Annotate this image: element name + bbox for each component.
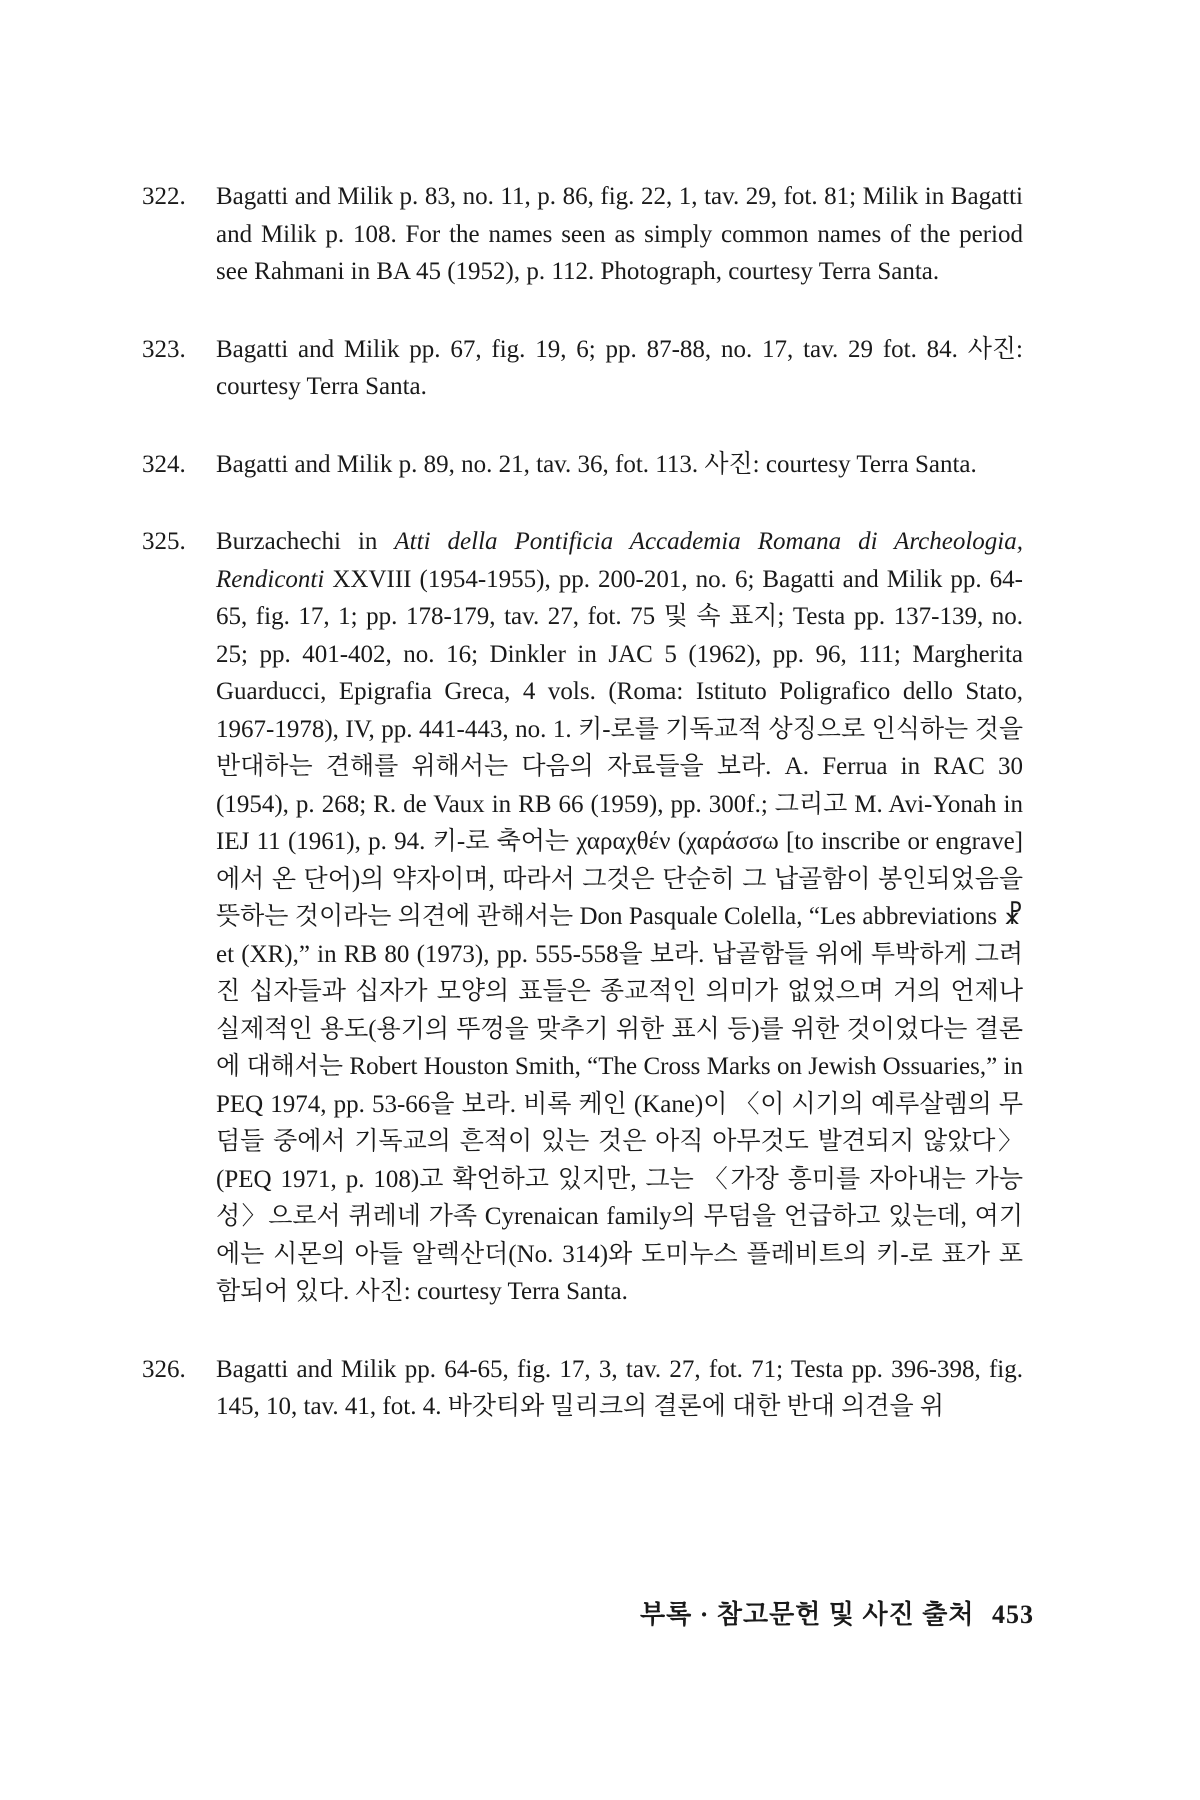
footnote-324: [142, 446, 1023, 484]
footnote-text: Bagatti and Milik p. 83, no. 11, p. 86, fig. 22, 1, tav. 29, fot. 81; Milik in Bagatti and Milik p. 108. For the names seen as simply common names of the period see Rahmani in BA 45 (1952), p. 112. Photograph, courtesy Terra Santa.: [216, 183, 1023, 285]
page-number: 453: [991, 1600, 1034, 1629]
footnote-text: Bagatti and Milik p. 89, no. 21, tav. 36, fot. 113. 사진: courtesy Terra Santa.: [216, 450, 977, 478]
footnotes-list: [142, 178, 1024, 1466]
footnote-lead: Burzachechi in: [216, 528, 395, 555]
footer-section-title: 부록 · 참고문헌 및 사진 출처: [640, 1600, 975, 1629]
footnote-325: [142, 523, 1024, 1311]
footnote-journal-title: Atti della Pontificia Accademia Romana di Archeologia, Rendiconti: [216, 528, 1024, 593]
footnote-number: 324.: [142, 450, 186, 478]
footnote-number: 323.: [142, 335, 186, 363]
footnote-323: [142, 331, 1023, 406]
footnote-text: Bagatti and Milik pp. 64-65, fig. 17, 3, tav. 27, fot. 71; Testa pp. 396-398, fig. 145, 10, tav. 41, fot. 4. 바갓티와 밀리크의 결론에 대한 반대 의견을 위: [216, 1355, 1023, 1420]
footnote-322: [142, 178, 1023, 291]
footnote-text: Bagatti and Milik pp. 67, fig. 19, 6; pp. 87-88, no. 17, tav. 29 fot. 84. 사진: courtesy Terra Santa.: [216, 335, 1023, 400]
footnote-number: 322.: [142, 183, 186, 210]
footnote-number: 326.: [142, 1355, 186, 1383]
footnote-text: XXVIII (1954-1955), pp. 200-201, no. 6; Bagatti and Milik pp. 64-65, fig. 17, 1; pp. 178-179, tav. 27, fot. 75 및 속 표지; Testa pp. 137-139, no. 25; pp. 401-402, no. 16; Dinkler in JAC 5 (1962), pp. 96, 111; Margherita Guarducci, Epigrafia Greca, 4 vols. (Roma: Istituto Poligrafico dello Stato, 1967-1978), IV, pp. 441-443, no. 1. 키-로를 기독교적 상징으로 인식하는 것을 반대하는 견해를 위해서는 다음의 자료들을 보라. A. Ferrua in RAC 30 (1954), p. 268; R. de Vaux in RB 66 (1959), pp. 300f.; 그리고 M. Avi-Yonah in IEJ 11 (1961), p. 94. 키-로 축어는 χαραχθέν (χαράσσω [to inscribe or engrave]에서 온 단어)의 약자이며, 따라서 그것은 단순히 그 납골함이 봉인되었음을 뜻하는 것이라는 의견에 관해서는 Don Pasquale Colella, “Les abbreviations ☧ et (XR),” in RB 80 (1973), pp. 555-558을 보라. 납골함들 위에 투박하게 그려진 십자들과 십자가 모양의 표들은 종교적인 의미가 없었으며 거의 언제나 실제적인 용도(용기의 뚜껑을 맞추기 위한 표시 등)를 위한 것이었다는 결론에 대해서는 Robert Houston Smith, “The Cross Marks on Jewish Ossuaries,” in PEQ 1974, pp. 53-66을 보라. 비록 케인 (Kane)이 〈이 시기의 예루살렘의 무덤들 중에서 기독교의 흔적이 있는 것은 아직 아무것도 발견되지 않았다〉(PEQ 1971, p. 108)고 확언하고 있지만, 그는 〈가장 흥미를 자아내는 가능성〉으로서 퀴레네 가족 Cyrenaican family의 무덤을 언급하고 있는데, 여기에는 시몬의 아들 알렉산더(No. 314)와 도미누스 플레비트의 키-로 표가 포함되어 있다. 사진: courtesy Terra Santa.: [216, 565, 1023, 1305]
footnote-326: [142, 1351, 1023, 1426]
page-footer: [640, 1594, 1034, 1631]
footnote-number: 325.: [142, 528, 186, 555]
